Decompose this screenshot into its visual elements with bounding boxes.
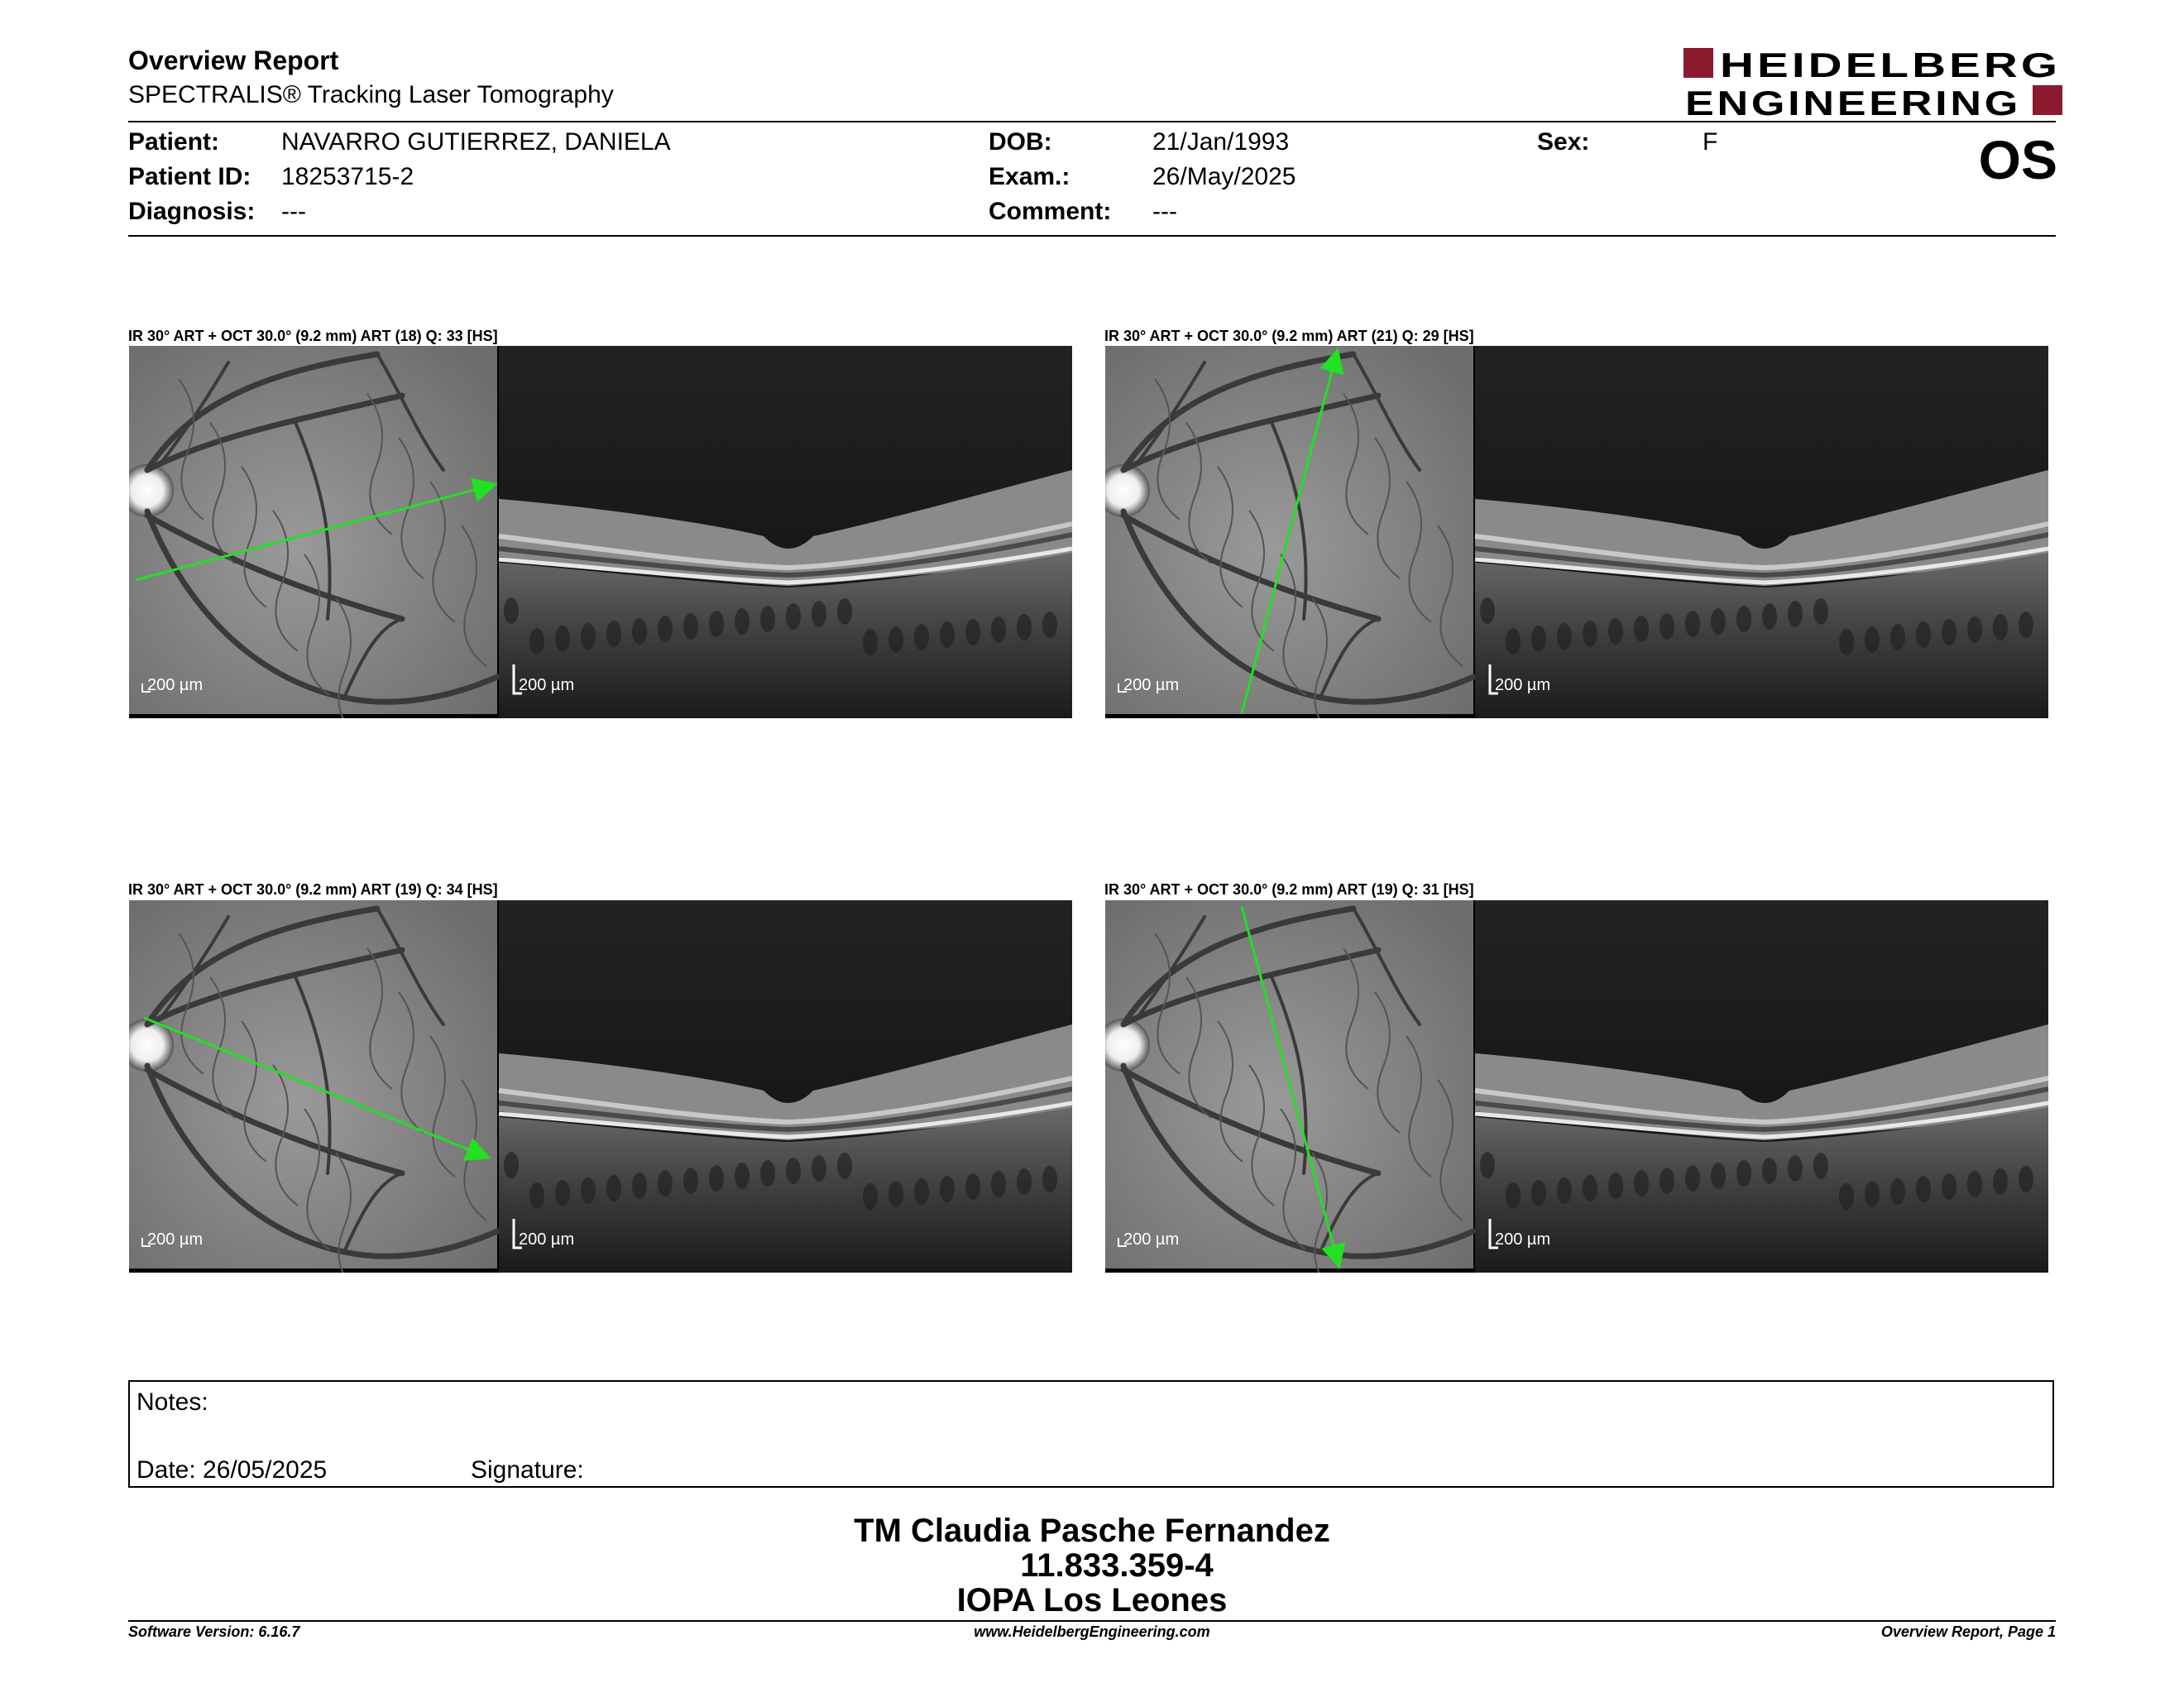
diagnosis-label: Diagnosis:	[128, 198, 256, 225]
scan-image	[129, 346, 1072, 718]
patient-id-label: Patient ID:	[128, 163, 251, 190]
signer-name: TM Claudia Pasche Fernandez	[854, 1513, 1330, 1549]
exam-value: 26/May/2025	[1152, 163, 1296, 190]
svg-text:200 µm: 200 µm	[519, 1230, 575, 1249]
notes-label: Notes:	[136, 1388, 208, 1416]
scan-image	[1105, 900, 2048, 1273]
footer-rule	[128, 1620, 2056, 1622]
dob-label: DOB:	[989, 128, 1052, 156]
svg-text:200 µm: 200 µm	[147, 676, 204, 694]
svg-text:200 µm: 200 µm	[147, 1230, 204, 1249]
signer-id: 11.833.359-4	[1020, 1547, 1214, 1584]
exam-label: Exam.:	[989, 163, 1070, 190]
comment-value: ---	[1152, 198, 1177, 225]
heidelberg-logo	[1684, 46, 2064, 120]
eye-laterality: OS	[1978, 129, 2057, 190]
svg-text:200 µm: 200 µm	[1123, 1230, 1180, 1249]
svg-text:200 µm: 200 µm	[1495, 676, 1551, 694]
scan-image	[1105, 346, 2048, 718]
report-subtitle: SPECTRALIS® Tracking Laser Tomography	[128, 81, 614, 108]
signature-label: Signature:	[471, 1456, 584, 1484]
dob-value: 21/Jan/1993	[1152, 128, 1290, 156]
sex-label: Sex:	[1537, 128, 1590, 156]
signer-institution: IOPA Los Leones	[956, 1582, 1228, 1618]
svg-text:200 µm: 200 µm	[1495, 1230, 1551, 1249]
website-link[interactable]: www.HeidelbergEngineering.com	[974, 1623, 1210, 1640]
patient-id: 18253715-2	[281, 163, 414, 190]
scan-panel	[129, 346, 1072, 718]
report-title: Overview Report	[128, 46, 339, 75]
scan-panel	[1105, 900, 2048, 1273]
scan-caption: IR 30° ART + OCT 30.0° (9.2 mm) ART (19) Q: 34 [HS]	[128, 881, 498, 898]
svg-text:200 µm: 200 µm	[1123, 676, 1180, 694]
svg-text:ENGINEERING: ENGINEERING	[1685, 84, 2021, 120]
header-rule	[128, 121, 2056, 122]
sex-value: F	[1703, 128, 1718, 156]
patient-rule	[128, 235, 2056, 237]
notes-box	[128, 1380, 2054, 1488]
scan-caption: IR 30° ART + OCT 30.0° (9.2 mm) ART (18) Q: 33 [HS]	[128, 328, 498, 344]
date-label: Date: 26/05/2025	[136, 1456, 328, 1484]
page-number: Overview Report, Page 1	[1880, 1623, 2056, 1640]
scan-panel	[1105, 346, 2048, 718]
scan-caption: IR 30° ART + OCT 30.0° (9.2 mm) ART (19) Q: 31 [HS]	[1104, 881, 1474, 898]
scan-image	[129, 900, 1072, 1273]
comment-label: Comment:	[989, 198, 1112, 225]
patient-name: NAVARRO GUTIERREZ, DANIELA	[281, 128, 671, 156]
scan-caption: IR 30° ART + OCT 30.0° (9.2 mm) ART (21) Q: 29 [HS]	[1104, 328, 1474, 344]
svg-text:200 µm: 200 µm	[519, 676, 575, 694]
diagnosis-value: ---	[281, 198, 306, 225]
patient-label: Patient:	[128, 128, 220, 156]
svg-text:HEIDELBERG: HEIDELBERG	[1720, 46, 2061, 84]
software-version: Software Version: 6.16.7	[128, 1623, 300, 1640]
scan-panel	[129, 900, 1072, 1273]
